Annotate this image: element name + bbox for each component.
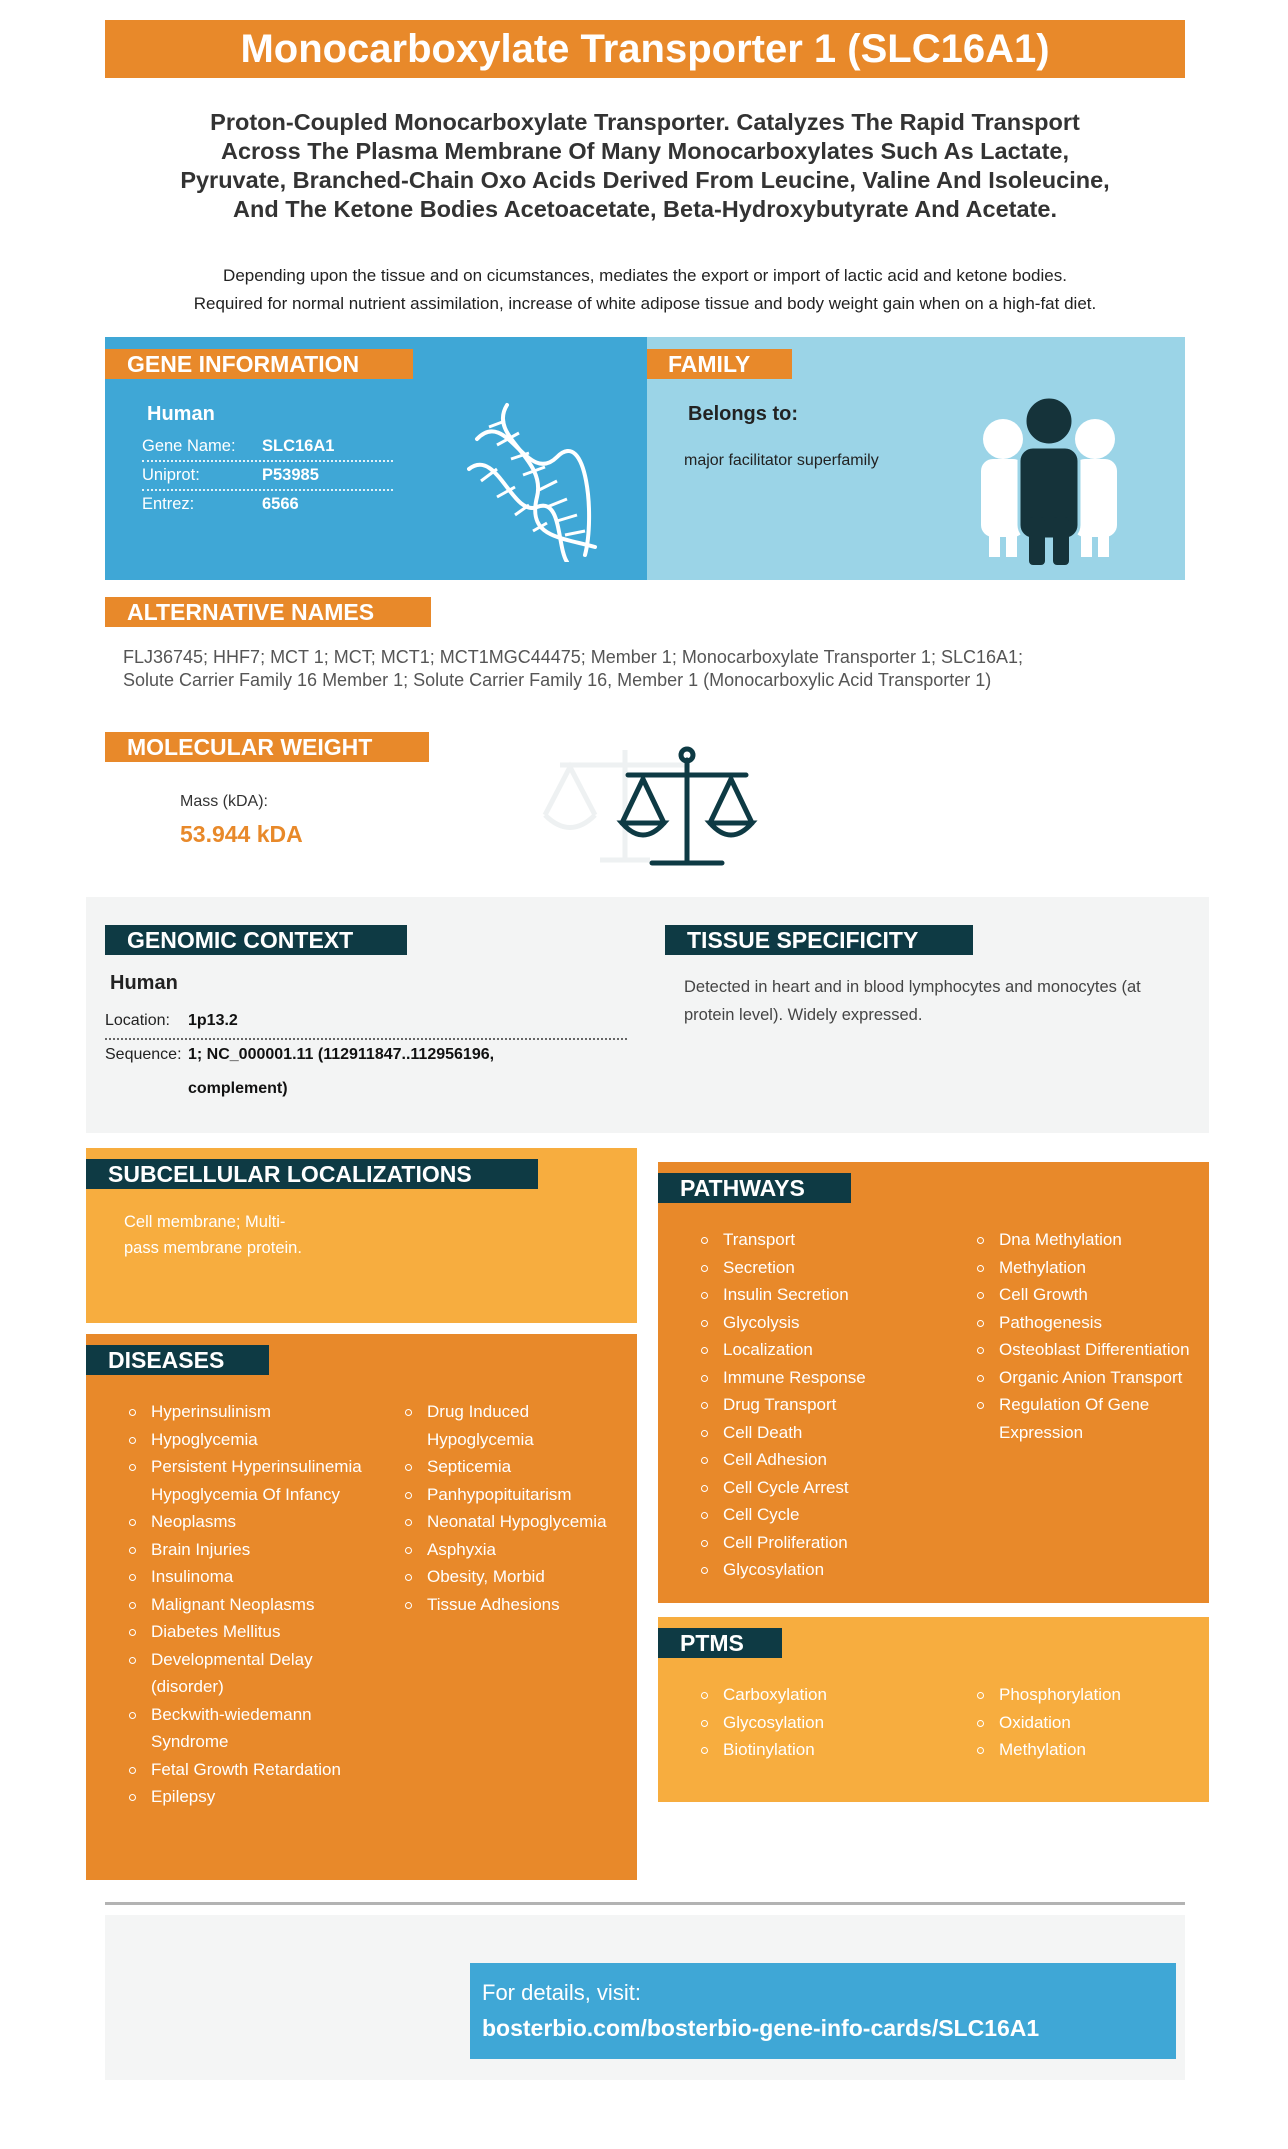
gene-info-table	[142, 433, 393, 518]
genomic-species: Human	[110, 972, 178, 994]
list-item: Osteoblast Differentiation	[976, 1336, 1201, 1364]
list-item: Beckwith-wiedemann Syndrome	[128, 1701, 368, 1756]
ptms-list-right	[976, 1681, 1201, 1764]
list-item: Epilepsy	[128, 1783, 368, 1811]
list-item: Panhypopituitarism	[404, 1481, 629, 1509]
location-label: Location:	[105, 1012, 170, 1029]
pathways-panel	[658, 1162, 1209, 1603]
list-item: Regulation Of Gene Expression	[976, 1391, 1201, 1446]
list-item: Persistent Hyperinsulinemia Hypoglycemia Of Infancy	[128, 1453, 368, 1508]
list-item: Localization	[700, 1336, 940, 1364]
subcellular-heading: SUBCELLULAR LOCALIZATIONS	[86, 1159, 538, 1189]
list-item: Tissue Adhesions	[404, 1591, 629, 1619]
list-item: Cell Cycle Arrest	[700, 1474, 940, 1502]
list-item: Insulinoma	[128, 1563, 368, 1591]
dna-helix-icon	[467, 397, 605, 562]
list-item: Drug Transport	[700, 1391, 940, 1419]
details-label: For details, visit:	[482, 1980, 641, 2005]
alternative-names-line: Solute Carrier Family 16 Member 1; Solute Carrier Family 16, Member 1 (Monocarboxylic Acid Transporter 1)	[123, 670, 992, 690]
list-item: Transport	[700, 1226, 940, 1254]
mass-value: 53.944 kDA	[180, 821, 303, 847]
summary-line: Pyruvate, Branched-Chain Oxo Acids Derived From Leucine, Valine And Isoleucine,	[180, 167, 1110, 193]
ptms-list-left	[700, 1681, 940, 1764]
mass-label: Mass (kDA):	[180, 793, 268, 810]
ptms-panel	[658, 1617, 1209, 1802]
tissue-specificity-heading: TISSUE SPECIFICITY	[665, 925, 973, 955]
list-item: Carboxylation	[700, 1681, 940, 1709]
summary-line: Proton-Coupled Monocarboxylate Transporter. Catalyzes The Rapid Transport	[210, 109, 1080, 135]
list-item: Phosphorylation	[976, 1681, 1201, 1709]
list-item: Neoplasms	[128, 1508, 368, 1536]
alternative-names-heading: ALTERNATIVE NAMES	[105, 597, 431, 627]
list-item: Brain Injuries	[128, 1536, 368, 1564]
description-line: Depending upon the tissue and on cicumstances, mediates the export or import of lactic acid and ketone bodies.	[223, 266, 1067, 285]
details-url-link[interactable]: bosterbio.com/bosterbio-gene-info-cards/SLC16A1	[482, 2015, 1040, 2041]
page-title: Monocarboxylate Transporter 1 (SLC16A1)	[105, 20, 1185, 78]
family-value: major facilitator superfamily	[684, 452, 879, 469]
sequence-label: Sequence:	[105, 1046, 182, 1063]
gene-name-value: SLC16A1	[262, 437, 335, 455]
diseases-panel	[86, 1334, 637, 1880]
list-item: Diabetes Mellitus	[128, 1618, 368, 1646]
gene-species: Human	[147, 403, 215, 425]
people-group-icon	[969, 397, 1129, 567]
list-item: Immune Response	[700, 1364, 940, 1392]
list-item: Hypoglycemia	[128, 1426, 368, 1454]
ptms-heading: PTMS	[658, 1628, 782, 1658]
genomic-context-heading: GENOMIC CONTEXT	[105, 925, 407, 955]
details-link-box[interactable]	[470, 1963, 1176, 2059]
list-item: Obesity, Morbid	[404, 1563, 629, 1591]
summary-line: Across The Plasma Membrane Of Many Monocarboxylates Such As Lactate,	[220, 138, 1069, 164]
summary-line: And The Ketone Bodies Acetoacetate, Beta-Hydroxybutyrate And Acetate.	[233, 196, 1057, 222]
list-item: Biotinylation	[700, 1736, 940, 1764]
list-item: Glycolysis	[700, 1309, 940, 1337]
subcellular-panel	[86, 1148, 637, 1323]
list-item: Malignant Neoplasms	[128, 1591, 368, 1619]
uniprot-value: P53985	[262, 466, 319, 484]
list-item: Cell Proliferation	[700, 1529, 940, 1557]
list-item: Pathogenesis	[976, 1309, 1201, 1337]
description-line: Required for normal nutrient assimilation, increase of white adipose tissue and body weight gain when on a high-fat diet.	[193, 294, 1097, 313]
pathways-list-left	[700, 1226, 940, 1584]
list-item: Hyperinsulinism	[128, 1398, 368, 1426]
pathways-list-right	[976, 1226, 1201, 1446]
family-heading: FAMILY	[647, 349, 792, 379]
alternative-names-line: FLJ36745; HHF7; MCT 1; MCT; MCT1; MCT1MGC44475; Member 1; Monocarboxylate Transporter 1; SLC16A1;	[123, 647, 1023, 667]
gene-information-heading: GENE INFORMATION	[105, 349, 413, 379]
list-item: Cell Adhesion	[700, 1446, 940, 1474]
list-item: Glycosylation	[700, 1556, 940, 1584]
uniprot-label: Uniprot:	[142, 466, 200, 484]
family-panel	[647, 337, 1185, 580]
list-item: Dna Methylation	[976, 1226, 1201, 1254]
subcellular-text	[124, 1209, 302, 1261]
molecular-weight-heading: MOLECULAR WEIGHT	[105, 732, 429, 762]
description	[105, 262, 1185, 318]
list-item: Asphyxia	[404, 1536, 629, 1564]
list-item: Neonatal Hypoglycemia	[404, 1508, 629, 1536]
family-belongs-label: Belongs to:	[688, 403, 798, 425]
subcellular-line: Cell membrane; Multi-	[124, 1213, 286, 1231]
list-item: Organic Anion Transport	[976, 1364, 1201, 1392]
list-item: Methylation	[976, 1254, 1201, 1282]
list-item: Developmental Delay (disorder)	[128, 1646, 368, 1701]
list-item: Drug Induced Hypoglycemia	[404, 1398, 629, 1453]
subcellular-line: pass membrane protein.	[124, 1239, 302, 1257]
footer-divider	[105, 1902, 1185, 1905]
location-value: 1p13.2	[188, 1012, 238, 1029]
protein-function-summary	[120, 108, 1170, 224]
list-item: Oxidation	[976, 1709, 1201, 1737]
entrez-label: Entrez:	[142, 495, 195, 513]
diseases-list-left	[128, 1398, 368, 1811]
list-item: Cell Cycle	[700, 1501, 940, 1529]
diseases-list-right	[404, 1398, 629, 1618]
uniprot-row	[142, 462, 393, 491]
sequence-value: 1; NC_000001.11 (112911847..112956196,	[188, 1046, 495, 1063]
sequence-value-continued: complement)	[188, 1080, 288, 1097]
gene-name-row	[142, 433, 393, 462]
balance-scale-icon	[540, 735, 780, 875]
tissue-specificity-text	[684, 973, 1184, 1029]
location-row	[105, 1008, 627, 1040]
list-item: Fetal Growth Retardation	[128, 1756, 368, 1784]
list-item: Septicemia	[404, 1453, 629, 1481]
diseases-heading: DISEASES	[86, 1345, 269, 1375]
list-item: Insulin Secretion	[700, 1281, 940, 1309]
list-item: Cell Death	[700, 1419, 940, 1447]
list-item: Cell Growth	[976, 1281, 1201, 1309]
list-item: Methylation	[976, 1736, 1201, 1764]
gene-name-label: Gene Name:	[142, 437, 236, 455]
tissue-line: protein level). Widely expressed.	[684, 1006, 923, 1024]
entrez-row	[142, 491, 393, 518]
tissue-line: Detected in heart and in blood lymphocytes and monocytes (at	[684, 978, 1141, 996]
list-item: Glycosylation	[700, 1709, 940, 1737]
entrez-value: 6566	[262, 495, 299, 513]
list-item: Secretion	[700, 1254, 940, 1282]
pathways-heading: PATHWAYS	[658, 1173, 851, 1203]
alternative-names-list	[123, 646, 1183, 692]
gene-information-panel	[105, 337, 647, 580]
